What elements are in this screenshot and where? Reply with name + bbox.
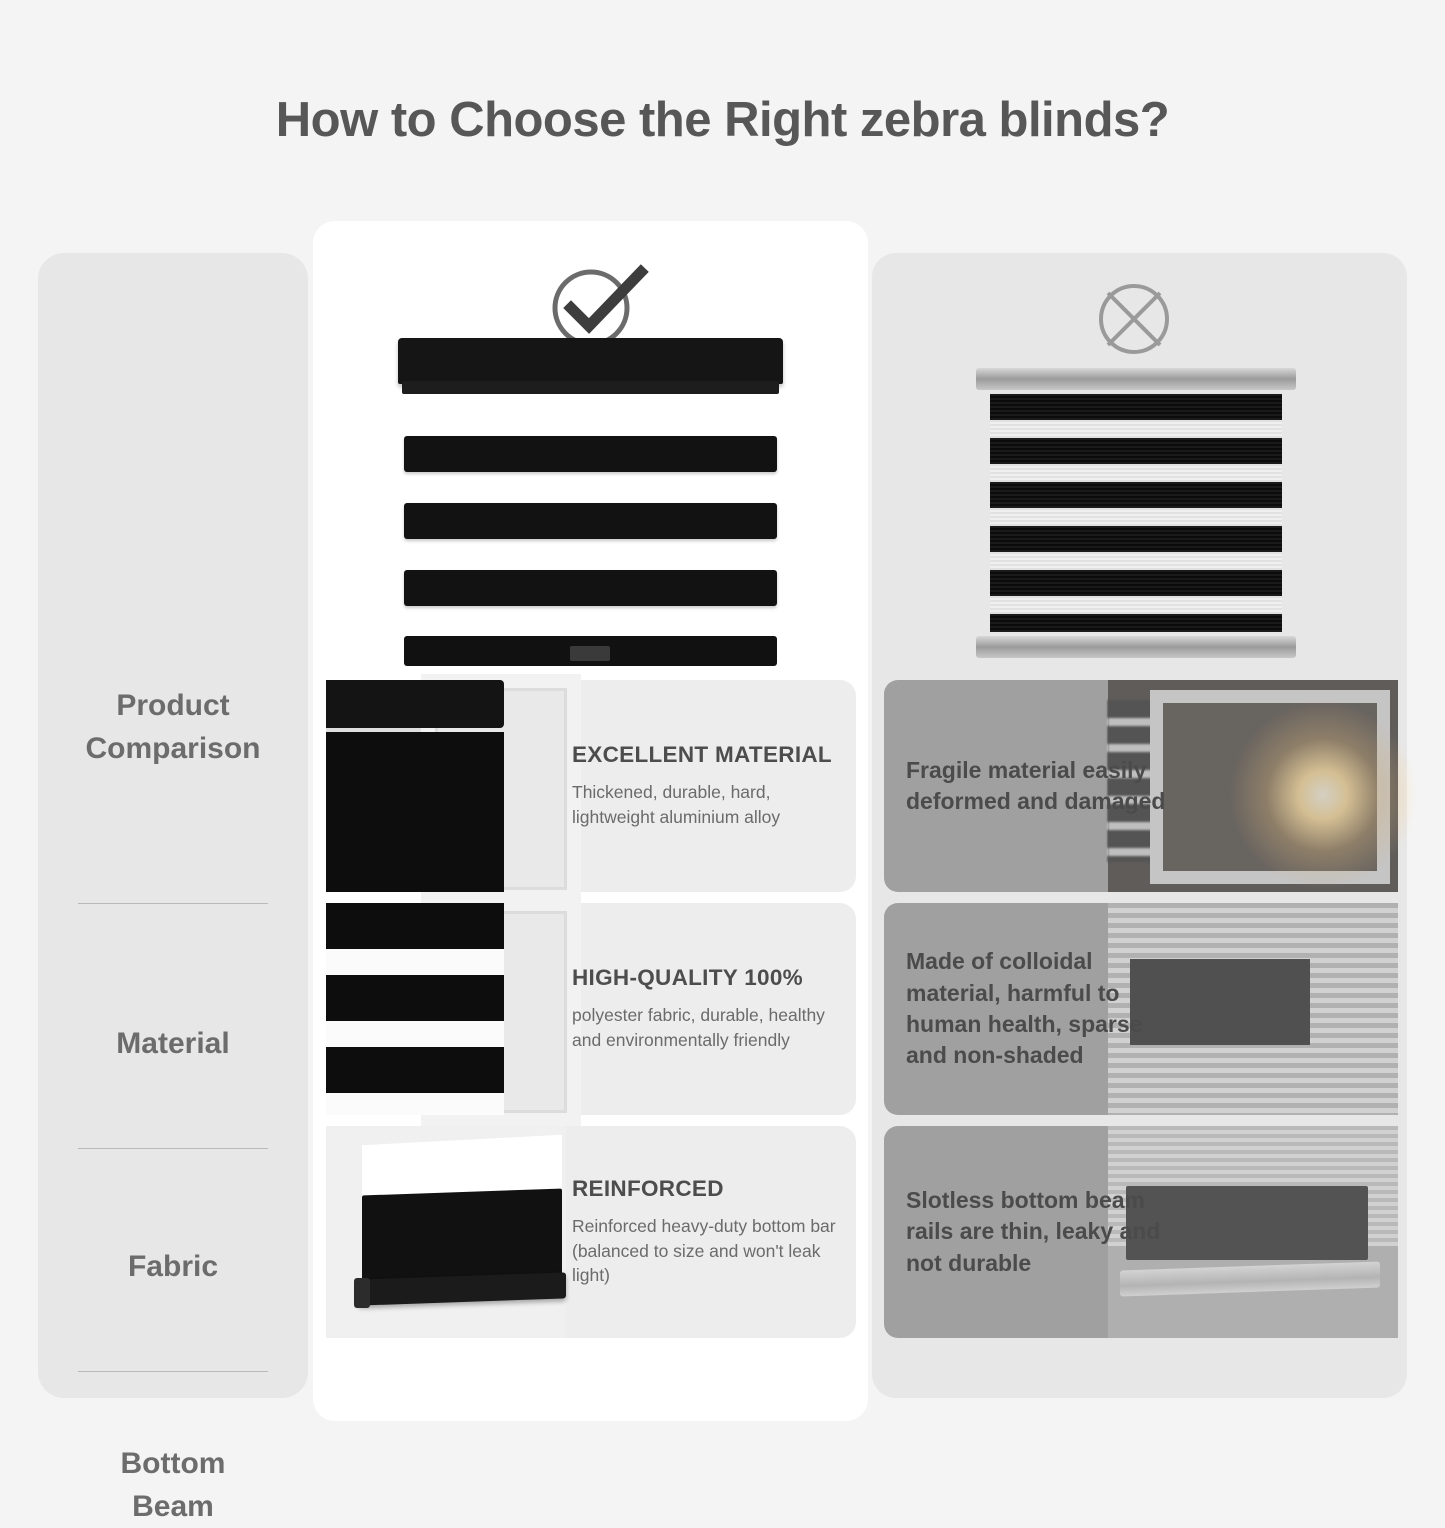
- good-feature-card-material: [326, 680, 856, 892]
- headrail: [398, 338, 783, 384]
- blind-art: [326, 903, 504, 1115]
- row-label-bottom-beam-line1: Bottom: [120, 1447, 226, 1480]
- bad-feature-card-material: [884, 680, 1398, 892]
- good-feature-body: Reinforced heavy-duty bottom bar (balanced to size and won't leak light): [572, 1215, 836, 1286]
- zebra-fabric: [990, 394, 1282, 632]
- label-divider-1: [78, 903, 268, 904]
- cross-circle-icon: [1092, 277, 1176, 366]
- row-label-bottom-beam-line2: Beam: [132, 1489, 214, 1523]
- page-title: How to Choose the Right zebra blinds?: [275, 93, 1170, 147]
- pull-tab: [570, 646, 610, 661]
- good-feature-image-bottom-beam: [326, 1126, 566, 1338]
- blind-art: [326, 680, 504, 892]
- bad-hero-blind-image: [976, 368, 1296, 658]
- good-feature-body: polyester fabric, durable, healthy and environmentally friendly: [572, 1005, 825, 1050]
- good-feature-card-bottom-beam: [326, 1126, 856, 1338]
- good-feature-heading: REINFORCED: [572, 1175, 724, 1201]
- row-label-column: [38, 253, 308, 1523]
- top-rail: [976, 368, 1296, 390]
- row-label-fabric: Fabric: [127, 1250, 219, 1283]
- bad-feature-text-material: Fragile material easily deformed and damaged: [906, 756, 1166, 814]
- fabric-art: [326, 903, 504, 1115]
- row-label-product-comparison-line2: Comparison: [85, 731, 261, 765]
- good-feature-body: Thickened, durable, hard, lightweight aluminium alloy: [572, 782, 781, 827]
- good-feature-card-fabric: [326, 903, 856, 1115]
- good-feature-text-fabric: [572, 903, 844, 1115]
- good-feature-text-bottom-beam: [572, 1126, 844, 1338]
- bad-feature-text-bottom-beam: Slotless bottom beam rails are thin, leaky and not durable: [906, 1187, 1161, 1276]
- blind-slat: [404, 503, 777, 539]
- good-feature-image-material: [326, 680, 566, 892]
- row-label-product-comparison: [38, 685, 308, 770]
- bad-feature-card-fabric: [884, 903, 1398, 1115]
- good-feature-heading: HIGH-QUALITY 100%: [572, 965, 803, 991]
- label-divider-2: [78, 1148, 268, 1149]
- headrail-art: [326, 680, 504, 728]
- bottom-bar-art: [326, 1126, 566, 1338]
- bar-end-cap-art: [354, 1278, 370, 1308]
- label-divider-3: [78, 1371, 268, 1372]
- good-feature-image-fabric: [326, 903, 566, 1115]
- fabric-art: [326, 732, 504, 892]
- blind-slat: [404, 570, 777, 606]
- row-label-material: Material: [116, 1027, 230, 1060]
- good-feature-text-material: [572, 680, 844, 892]
- bottom-rail: [976, 636, 1296, 658]
- row-label-bottom-beam: [38, 1443, 308, 1528]
- bad-feature-text-fabric: Made of colloidal material, harmful to human health, sparse and non-shaded: [906, 948, 1143, 1069]
- row-label-product-comparison-line1: Product: [116, 689, 230, 722]
- bad-feature-card-bottom-beam: [884, 1126, 1398, 1338]
- good-feature-heading: EXCELLENT MATERIAL: [572, 742, 832, 768]
- blind-slat: [404, 436, 777, 472]
- good-hero-blind-image: [398, 338, 783, 668]
